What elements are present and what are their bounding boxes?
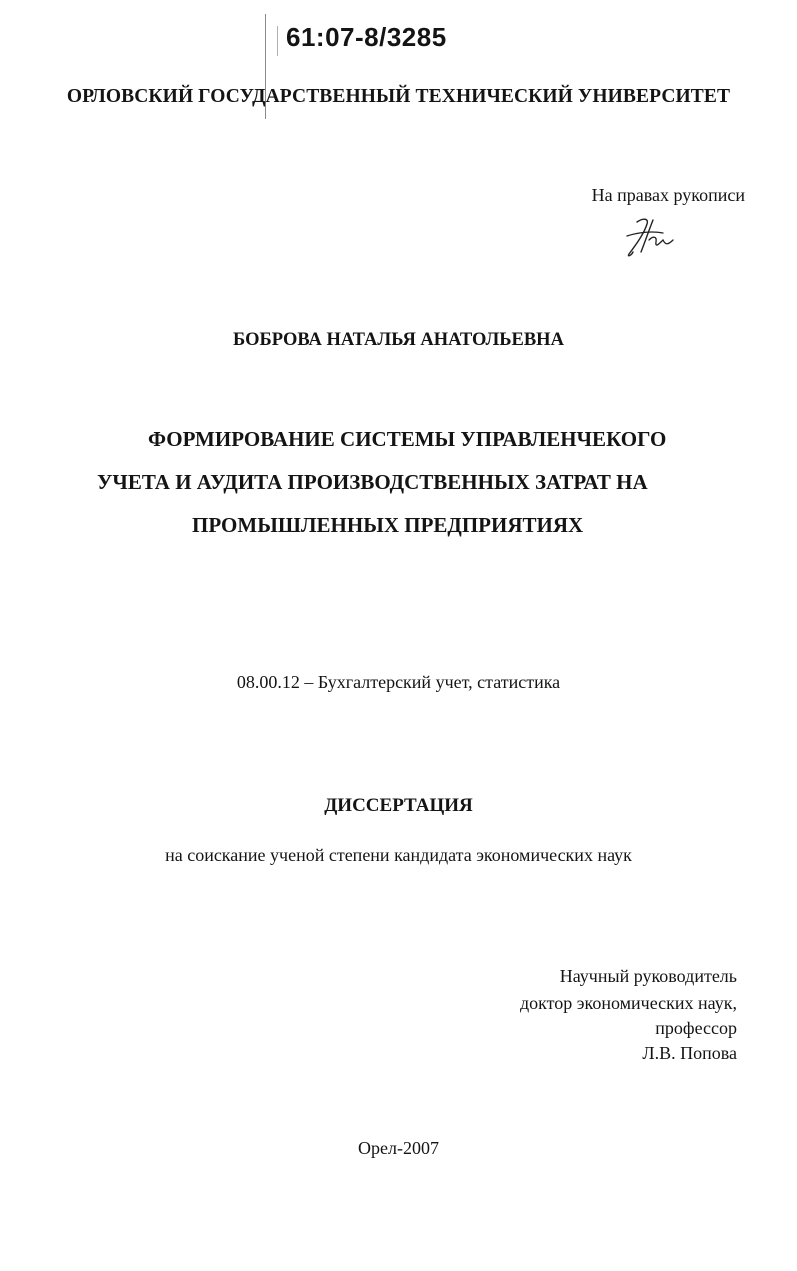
signature-icon bbox=[623, 214, 683, 260]
city-year: Орел-2007 bbox=[358, 1138, 439, 1158]
author-name: БОБРОВА НАТАЛЬЯ АНАТОЛЬЕВНА bbox=[233, 330, 564, 350]
thesis-title-line: УЧЕТА И АУДИТА ПРОИЗВОДСТВЕННЫХ ЗАТРАТ НА bbox=[97, 470, 648, 494]
specialty-code: 08.00.12 – Бухгалтерский учет, статистика bbox=[236, 672, 561, 692]
university-name: ОРЛОВСКИЙ ГОСУДАРСТВЕННЫЙ ТЕХНИЧЕСКИЙ УНИВЕРСИТЕТ bbox=[66, 86, 731, 107]
degree-statement: на соискание ученой степени кандидата экономических наук bbox=[165, 845, 632, 865]
thesis-title-line: ПРОМЫШЛЕННЫХ ПРЕДПРИЯТИЯХ bbox=[192, 513, 584, 537]
scan-margin-line bbox=[277, 26, 278, 56]
supervisor-name: Л.В. Попова bbox=[642, 1043, 737, 1063]
supervisor-role: Научный руководитель bbox=[559, 966, 737, 986]
document-type: ДИССЕРТАЦИЯ bbox=[324, 795, 473, 816]
manuscript-note: На правах рукописи bbox=[591, 185, 745, 205]
supervisor-title: профессор bbox=[655, 1018, 737, 1038]
supervisor-degree: доктор экономических наук, bbox=[520, 993, 737, 1013]
thesis-title-line: ФОРМИРОВАНИЕ СИСТЕМЫ УПРАВЛЕНЧЕКОГО bbox=[148, 427, 667, 451]
registry-number: 61:07-8/3285 bbox=[286, 22, 447, 52]
